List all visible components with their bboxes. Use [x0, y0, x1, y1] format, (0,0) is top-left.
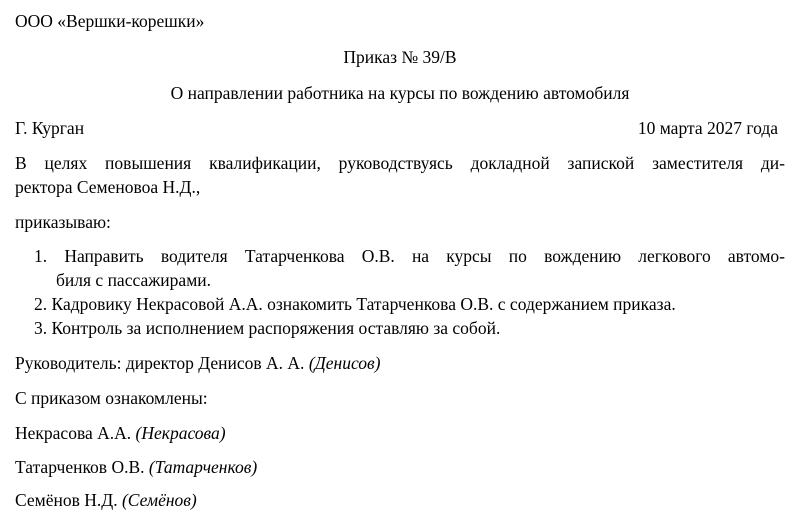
- acquainted-row: [15, 490, 197, 510]
- acquainted-signature: (Татарченков): [148, 457, 258, 477]
- order-title: Приказ № 39/В: [343, 47, 457, 67]
- preamble-line-2: ректора Семеновоа Н.Д.,: [15, 177, 201, 197]
- acquainted-row: [15, 423, 226, 443]
- acquainted-signature: (Семёнов): [121, 490, 197, 510]
- order-subject: О направлении работника на курсы по вождению автомобиля: [170, 83, 630, 103]
- head-label: Руководитель: директор Денисов А. А.: [15, 353, 305, 373]
- order-item-2: 2. Кадровику Некрасовой А.А. ознакомить Татарченкова О.В. с содержанием приказа.: [34, 294, 676, 314]
- head-signature: (Денисов): [308, 353, 381, 373]
- order-city: Г. Курган: [15, 118, 85, 138]
- head-signature-line: [15, 353, 380, 373]
- acquainted-row: [15, 457, 257, 477]
- acquainted-name: Некрасова А.А.: [15, 423, 132, 443]
- order-item-3: 3. Контроль за исполнением распоряжения оставляю за собой.: [34, 318, 501, 338]
- order-date: 10 марта 2027 года: [637, 118, 778, 138]
- acquainted-name: Татарченков О.В.: [15, 457, 145, 477]
- order-word: приказываю:: [15, 212, 111, 232]
- preamble-line-1: В целях повышения квалификации, руководствуясь докладной запиской заместителя ди-: [15, 153, 785, 173]
- acquainted-signature: (Некрасова): [135, 423, 226, 443]
- acquainted-heading: С приказом ознакомлены:: [15, 388, 208, 408]
- order-item-1-line-1: 1. Направить водителя Татарченкова О.В. на курсы по вождению легкового автомо-: [34, 246, 785, 266]
- organization-name: ООО «Вершки-корешки»: [15, 11, 205, 31]
- order-item-1-line-2: биля с пассажирами.: [56, 270, 212, 290]
- acquainted-name: Семёнов Н.Д.: [15, 490, 118, 510]
